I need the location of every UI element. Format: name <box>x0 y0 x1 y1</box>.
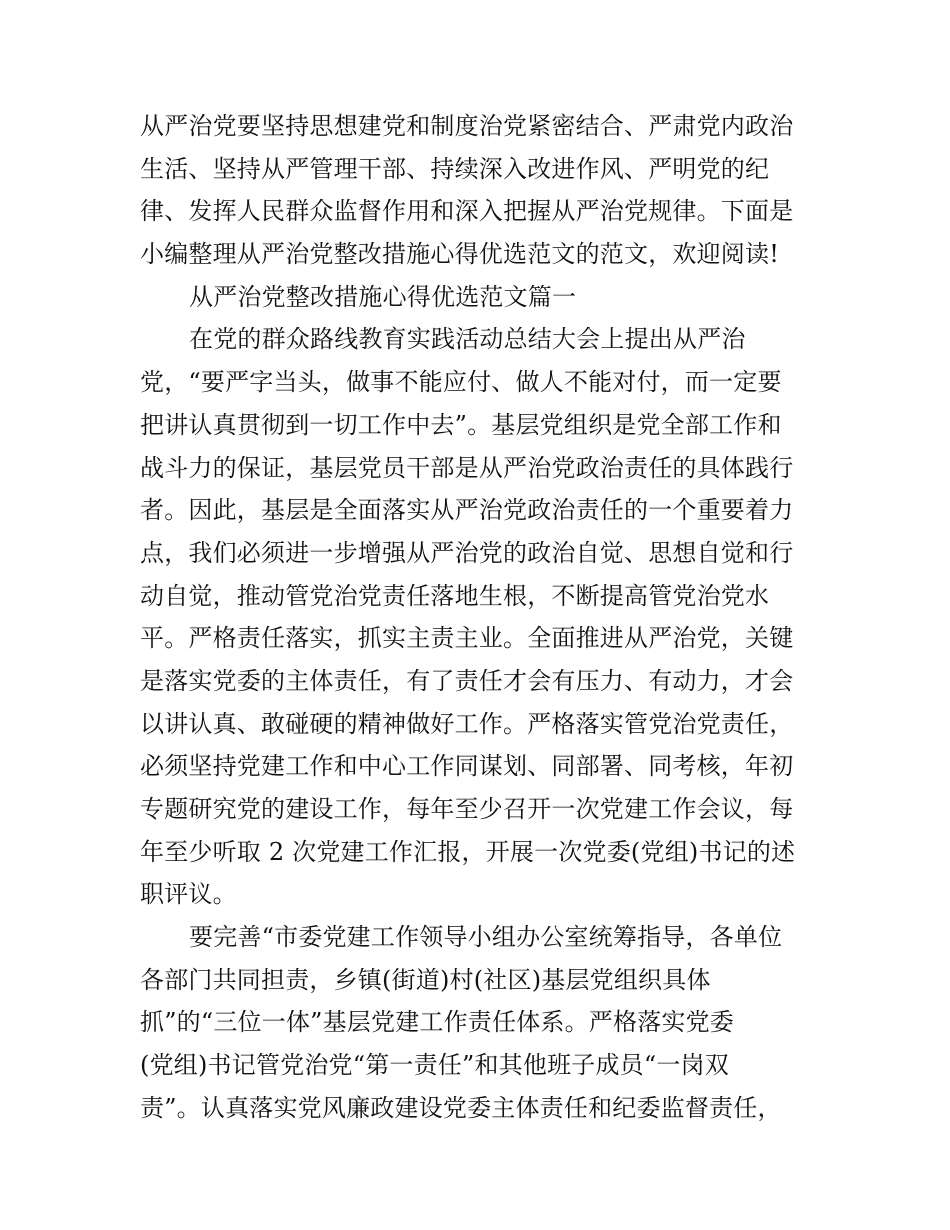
text-line: 各部门共同担责，乡镇(街道)村(社区)基层党组织具体 <box>140 965 711 994</box>
text-line: 从严治党要坚持思想建党和制度治党紧密结合、严肃党内政治 <box>140 112 794 140</box>
text-line: 从严治党整改措施心得优选范文篇一 <box>189 282 577 311</box>
text-line: 小编整理从严治党整改措施心得优选范文的范文，欢迎阅读! <box>140 240 780 269</box>
text-line: 以讲认真、敢碰硬的精神做好工作。严格落实管党治党责任， <box>140 709 794 738</box>
text-line: 责”。认真落实党风廉政建设党委主体责任和纪委监督责任， <box>140 1093 782 1122</box>
text-line: 点，我们必须进一步增强从严治党的政治自觉、思想自觉和行 <box>140 538 794 567</box>
text-line: 专题研究党的建设工作，每年至少召开一次党建工作会议，每 <box>140 795 794 823</box>
text-line: 平。严格责任落实，抓实主责主业。全面推进从严治党，关键 <box>140 624 794 653</box>
text-line: 要完善“市委党建工作领导小组办公室统筹指导，各单位 <box>189 923 783 952</box>
text-line: 把讲认真贯彻到一切工作中去”。基层党组织是党全部工作和 <box>140 410 782 439</box>
text-line: 动自觉，推动管党治党责任落地生根，不断提高管党治党水 <box>140 581 770 610</box>
text-line: 职评议。 <box>140 880 237 909</box>
document-body <box>140 105 820 1130</box>
text-line: 必须坚持党建工作和中心工作同谋划、同部署、同考核，年初 <box>140 752 794 781</box>
text-line: 年至少听取 2 次党建工作汇报，开展一次党委(党组)书记的述 <box>140 837 796 866</box>
text-line: 生活、坚持从严管理干部、持续深入改进作风、严明党的纪 <box>140 154 770 183</box>
text-line: 在党的群众路线教育实践活动总结大会上提出从严治 <box>189 325 746 354</box>
text-line: 战斗力的保证，基层党员干部是从严治党政治责任的具体践行 <box>140 453 794 482</box>
text-line: 是落实党委的主体责任，有了责任才会有压力、有动力，才会 <box>140 666 794 695</box>
text-line: (党组)书记管党治党“第一责任”和其他班子成员“一岗双 <box>140 1051 729 1080</box>
text-line: 党，“要严字当头，做事不能应付、做人不能对付，而一定要 <box>140 368 782 397</box>
text-line: 律、发挥人民群众监督作用和深入把握从严治党规律。下面是 <box>140 197 794 226</box>
text-line: 抓”的“三位一体”基层党建工作责任体系。严格落实党委 <box>140 1008 735 1037</box>
text-line: 者。因此，基层是全面落实从严治党政治责任的一个重要着力 <box>140 496 794 525</box>
